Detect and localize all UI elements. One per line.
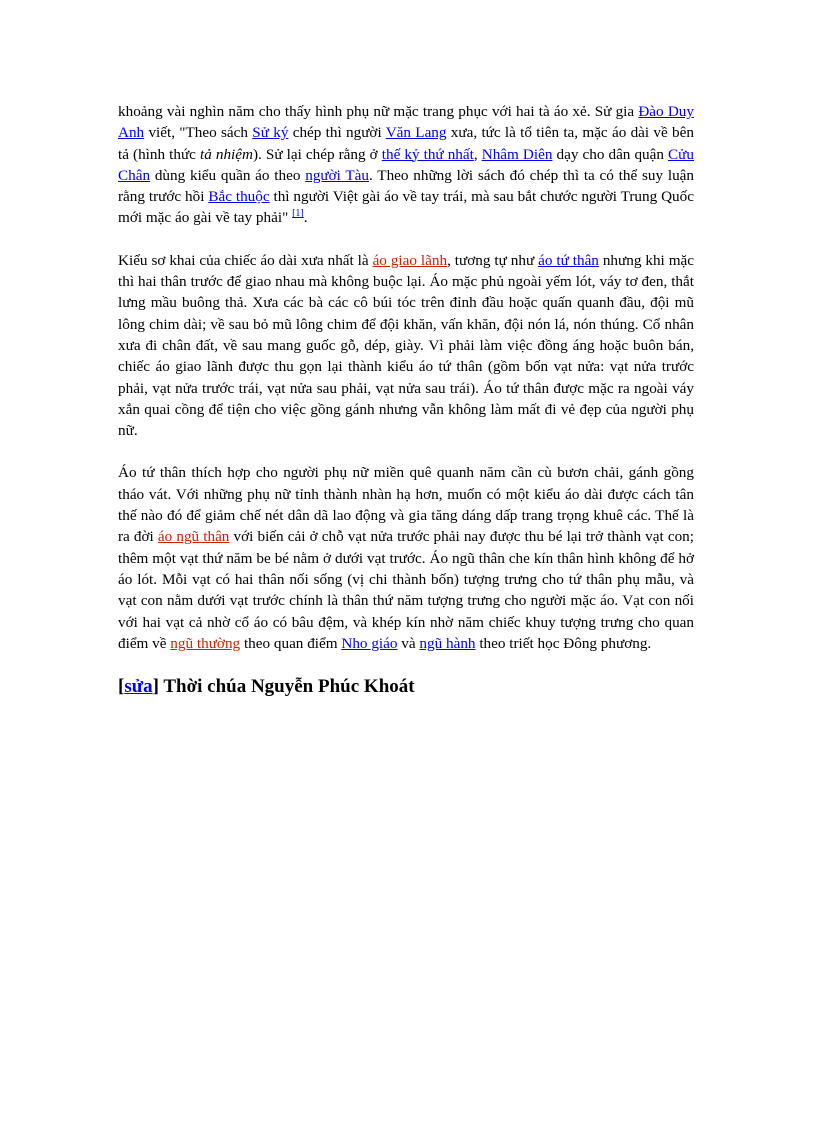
link-ao-ngu-than[interactable]: áo ngũ thân xyxy=(157,528,230,546)
text: và xyxy=(397,634,420,652)
text: viết, "Theo sách xyxy=(144,124,253,142)
text: . xyxy=(303,209,308,227)
bracket-close: ] xyxy=(152,676,159,698)
link-nguoi-tau[interactable]: người Tàu xyxy=(305,166,369,184)
section-heading xyxy=(118,675,694,699)
link-van-lang[interactable]: Văn Lang xyxy=(385,124,447,142)
reference-link-1[interactable]: [1] xyxy=(292,208,304,220)
text: . Theo những lời sách đó chép thì ta có thể suy luận rằng trước hồi xyxy=(118,166,695,206)
link-ngu-thuong[interactable]: ngũ thường xyxy=(170,634,241,652)
text: nhưng khi mặc thì hai thân trước để giao nhau mà không buộc lại. Áo mặc phủ ngoài yếm lót, váy tơ đen, thắt lưng mầu buông thả. Xưa các bà các cô búi tóc trên đỉnh đầu hoặc quấn quanh đầu, đội mũ lông chim dài; về sau bỏ mũ lông chim để đội khăn, vấn khăn, đội nón lá, nón thúng. Cổ nhân xưa đi chân đất, về sau mang guốc gỗ, dép, giày. Vì phải làm việc đồng áng hoặc buôn bán, chiếc áo giao lãnh được thu gọn lại thành kiểu áo tứ thân (gồm bốn vạt nửa: vạt nửa trước phải, vạt nửa trước trái, vạt nửa sau phải, vạt nửa sau trái). Áo tứ thân được mặc ra ngoài váy xắn quai cồng để tiện cho việc gồng gánh nhưng vẫn không làm mất đi vẻ đẹp của người phụ nữ. xyxy=(118,251,694,440)
text: , xyxy=(473,145,482,163)
document-page xyxy=(118,101,694,699)
paragraph-3 xyxy=(118,462,694,654)
edit-link[interactable]: sửa xyxy=(124,676,153,698)
bracket-open: [ xyxy=(118,676,125,698)
reference-superscript xyxy=(292,208,304,219)
link-dao-duy-anh[interactable]: Đào Duy Anh xyxy=(118,103,694,142)
link-ao-giao-lanh[interactable]: áo giao lãnh xyxy=(372,251,448,269)
link-the-ky-thu-nhat[interactable]: thế kỷ thứ nhất xyxy=(381,145,474,163)
text: dạy cho dân quận xyxy=(552,145,669,163)
text: khoảng vài nghìn năm cho thấy hình phụ nữ mặc trang phục với hai tà áo xẻ. Sử gia xyxy=(118,103,639,120)
link-nho-giao[interactable]: Nho giáo xyxy=(341,634,398,652)
paragraph-2 xyxy=(118,250,694,442)
text: chép thì người xyxy=(288,124,386,142)
text: Áo tứ thân thích hợp cho người phụ nữ miền quê quanh năm cần cù bươn chải, gánh gồng tháo vát. Với những phụ nữ tỉnh thành nhàn hạ hơn, muốn có một kiểu áo dài được cách tân thế nào đó để giảm chế nét dân dã lao động và gia tăng dáng dấp trang trọng khuê các. Thế là ra đời xyxy=(118,464,694,546)
text: dùng kiểu quần áo theo xyxy=(150,166,306,184)
link-su-ky[interactable]: Sử ký xyxy=(252,124,289,142)
link-ngu-hanh[interactable]: ngũ hành xyxy=(419,634,476,652)
edit-section xyxy=(118,676,159,697)
text: theo quan điểm xyxy=(240,634,342,652)
link-cuu-chan[interactable]: Cửu Chân xyxy=(118,145,695,184)
emphasis-ta-nhiem: tả nhiệm xyxy=(199,145,253,163)
text: với biến cải ở chỗ vạt nửa trước phải nay được thu bé lại trở thành vạt con; thêm một vạt thứ năm be bé nằm ở dưới vạt trước. Áo ngũ thân che kín thân hình không để hở áo lót. Mỗi vạt có hai thân nối sống (vị chi thành bốn) tượng trưng cho tứ thân phụ mẫu, và vạt con nằm dưới vạt trước chính là thân thứ năm tượng trưng cho người mặc áo. Vạt con nối với hai vạt cả nhờ cổ áo có bâu đệm, và khép kín nhờ năm chiếc khuy tượng trưng cho quan điểm về xyxy=(118,528,694,652)
paragraph-1 xyxy=(118,101,694,229)
link-nham-dien[interactable]: Nhâm Diên xyxy=(481,145,553,163)
link-ao-tu-than[interactable]: áo tứ thân xyxy=(538,251,599,269)
text: , tương tự như xyxy=(447,251,539,269)
text: Kiểu sơ khai của chiếc áo dài xưa nhất là xyxy=(118,251,373,269)
text: theo triết học Đông phương. xyxy=(475,634,652,652)
text: xưa, tức là tổ tiên ta, mặc áo dài về bên tả (hình thức xyxy=(118,124,694,163)
section-title: Thời chúa Nguyễn Phúc Khoát xyxy=(158,676,415,698)
text: ). Sử lại chép rằng ở xyxy=(252,145,382,163)
link-bac-thuoc[interactable]: Bắc thuộc xyxy=(208,188,270,206)
text: thì người Việt gài áo về tay trái, mà sau bắt chước người Trung Quốc mới mặc áo gài về tay phải" xyxy=(118,188,694,227)
